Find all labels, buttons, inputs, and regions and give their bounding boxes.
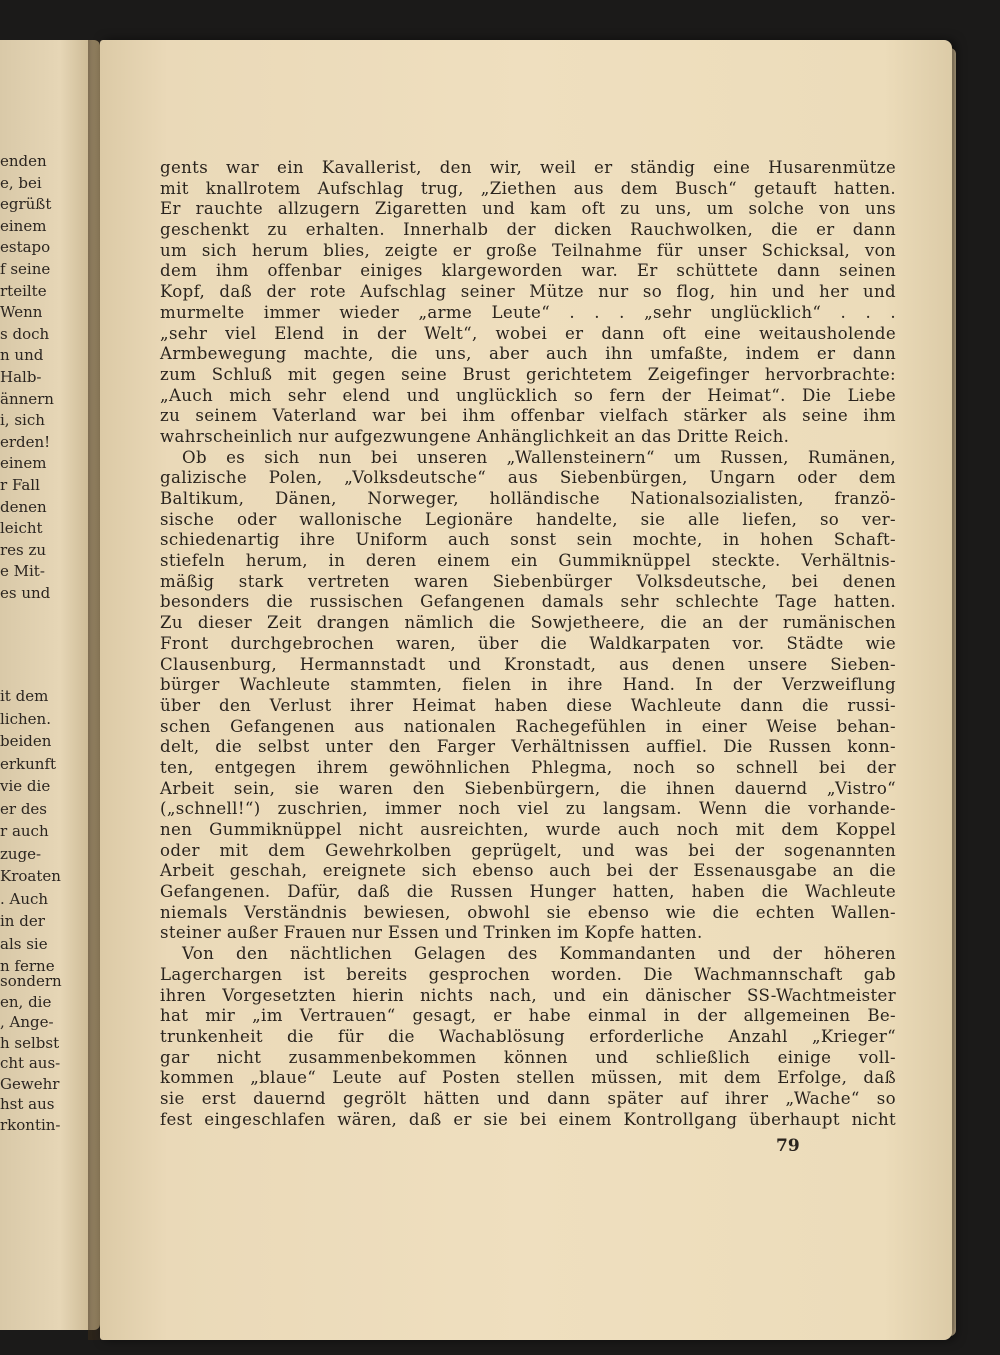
left-page-fragment: leicht	[0, 519, 43, 538]
text-line: sische oder wallonische Legionäre handelte, sie alle liefen, so ver-	[160, 509, 896, 529]
text-line: „sehr viel Elend in der Welt“, wobei er dann oft eine weitausholende	[160, 323, 896, 343]
text-line: Ob es sich nun bei unseren „Wallensteinern“ um Russen, Rumänen,	[182, 447, 896, 467]
text-line: trunkenheit die für die Wachablösung erforderliche Anzahl „Krieger“	[160, 1026, 896, 1046]
text-line: Gefangenen. Dafür, daß die Russen Hunger hatten, haben die Wachleute	[160, 882, 896, 902]
text-line: Zu dieser Zeit drangen nämlich die Sowjetheere, die an der rumänischen	[160, 613, 896, 633]
left-page-fragment: enden	[0, 152, 47, 170]
left-page-fragment: res zu	[0, 540, 47, 559]
left-page-fragment: e Mit-	[0, 562, 45, 581]
left-page-fragment: vie die	[0, 777, 51, 795]
left-page-fragment: einem	[0, 216, 47, 235]
text-line: Arbeit geschah, ereignete sich ebenso auch bei der Essenausgabe an die	[160, 861, 896, 881]
text-line: ten, entgegen ihrem gewöhnlichen Phlegma, noch so schnell bei der	[160, 757, 896, 777]
text-line: delt, die selbst unter den Farger Verhältnissen auffiel. Die Russen konn-	[160, 737, 896, 757]
text-line: galizische Polen, „Volksdeutsche“ aus Siebenbürgen, Ungarn oder dem	[160, 468, 896, 488]
left-page-fragment: denen	[0, 497, 47, 516]
text-line: über den Verlust ihrer Heimat haben diese Wachleute dann die russi-	[160, 695, 896, 715]
left-page-fragment: r Fall	[0, 476, 40, 494]
text-line: schen Gefangenen aus nationalen Rachegefühlen in einer Weise behan-	[160, 716, 896, 736]
text-line: geschenkt zu erhalten. Innerhalb der dicken Rauchwolken, die er dann	[160, 220, 896, 240]
left-page-fragment: als sie	[0, 934, 48, 953]
text-line: gents war ein Kavallerist, den wir, weil er ständig eine Husarenmütze	[160, 158, 896, 177]
text-line: kommen „blaue“ Leute auf Posten stellen müssen, mit dem Erfolge, daß	[160, 1068, 896, 1088]
text-line: besonders die russischen Gefangenen damals sehr schlechte Tage hatten.	[160, 592, 896, 612]
text-line: Kopf, daß der rote Aufschlag seiner Mütze nur so flog, hin und her und	[160, 282, 896, 302]
left-page-fragment: rkontin-	[0, 1115, 61, 1134]
text-line: hat mir „im Vertrauen“ gesagt, er habe einmal in der allgemeinen Be-	[160, 1006, 896, 1026]
text-line: „Auch mich sehr elend und unglücklich so fern der Heimat“. Die Liebe	[160, 385, 896, 405]
left-page-fragment: Gewehr	[0, 1074, 60, 1093]
text-line: sie erst dauernd gegrölt hätten und dann später auf ihrer „Wache“ so	[160, 1088, 896, 1108]
text-line: steiner außer Frauen nur Essen und Trinken im Kopfe hatten.	[160, 923, 703, 943]
left-page-fragment: einem	[0, 454, 47, 473]
text-line: Armbewegung machte, die uns, aber auch ihn umfaßte, indem er dann	[160, 344, 896, 364]
text-line: nen Gummiknüppel nicht ausreichten, wurde auch noch mit dem Koppel	[160, 820, 896, 839]
left-page-fragment: f seine	[0, 260, 51, 278]
left-page-fragment: erkunft	[0, 754, 57, 773]
left-page-fragment: . Auch	[0, 889, 49, 908]
left-page-fragment: er des	[0, 799, 47, 818]
left-page-fragment: Wenn	[0, 303, 43, 322]
text-line: Er rauchte allzugern Zigaretten und kam oft zu uns, um solche von uns	[160, 199, 896, 219]
text-line: mit knallrotem Aufschlag trug, „Ziethen aus dem Busch“ getauft hatten.	[160, 178, 896, 198]
left-page-fragment: h selbst	[0, 1033, 60, 1052]
left-page-fragment: in der	[0, 912, 45, 930]
left-page-fragment: , Ange-	[0, 1013, 54, 1031]
left-page-fragment: beiden	[0, 732, 52, 750]
right-page	[100, 40, 952, 1340]
text-line: Baltikum, Dänen, Norweger, holländische Nationalsozialisten, franzö-	[160, 489, 896, 508]
text-line: Front durchgebrochen waren, über die Waldkarpaten vor. Städte wie	[160, 633, 896, 653]
text-line: Von den nächtlichen Gelagen des Kommandanten und der höheren	[182, 944, 896, 964]
left-page-fragment: Halb-	[0, 368, 42, 386]
left-page-fragment: lichen.	[0, 709, 51, 728]
left-page-fragment: it dem	[0, 687, 49, 705]
left-page-fragment: e, bei	[0, 173, 42, 192]
left-page-fragment: cht aus-	[0, 1054, 61, 1072]
text-line: um sich herum blies, zeigte er große Teilnahme für unser Schicksal, von	[160, 240, 896, 260]
text-line: gar nicht zusammenbekommen können und schließlich einige voll-	[160, 1047, 896, 1067]
left-page-fragment: Kroaten	[0, 867, 61, 885]
text-line: Clausenburg, Hermannstadt und Kronstadt, aus denen unsere Sieben-	[160, 654, 896, 674]
left-page	[0, 40, 100, 1330]
text-line: zum Schluß mit gegen seine Brust gerichtetem Zeigefinger hervorbrachte:	[160, 364, 896, 384]
left-page-fragment: s doch	[0, 324, 50, 343]
left-page-fragment: hst aus	[0, 1095, 55, 1113]
text-line: mäßig stark vertreten waren Siebenbürger Volksdeutsche, bei denen	[160, 571, 896, 591]
text-line: Lagerchargen ist bereits gesprochen worden. Die Wachmannschaft gab	[160, 964, 896, 984]
text-line: zu seinem Vaterland war bei ihm offenbar vielfach stärker als seine ihm	[160, 406, 896, 426]
text-line: („schnell!“) zuschrien, immer noch viel zu langsam. Wenn die vorhande-	[160, 799, 896, 819]
left-page-fragment: n und	[0, 346, 44, 365]
text-line: fest eingeschlafen wären, daß er sie bei einem Kontrollgang überhaupt nicht	[160, 1109, 896, 1129]
left-page-fragment: es und	[0, 584, 51, 602]
text-line: dem ihm offenbar einiges klargeworden war. Er schüttete dann seinen	[160, 261, 896, 281]
left-page-fragment: i, sich	[0, 411, 45, 430]
text-line: schiedenartig ihre Uniform auch sonst sein mochte, in hohen Schaft-	[160, 530, 896, 550]
text-line: wahrscheinlich nur aufgezwungene Anhänglichkeit an das Dritte Reich.	[160, 426, 790, 446]
left-page-fragment: zuge-	[0, 844, 42, 863]
left-page-fragment: ännern	[0, 389, 54, 408]
left-page-fragment: erden!	[0, 432, 51, 451]
left-page-fragment: estapo	[0, 238, 51, 257]
text-line: ihren Vorgesetzten hierin nichts nach, und ein dänischer SS-Wachtmeister	[160, 985, 896, 1005]
text-line: stiefeln herum, in deren einem ein Gummiknüppel steckte. Verhältnis-	[160, 551, 896, 571]
text-line: niemals Verständnis bewiesen, obwohl sie ebenso wie die echten Wallen-	[160, 902, 896, 922]
body-text	[160, 158, 896, 1130]
left-page-fragment: en, die	[0, 992, 52, 1011]
text-line: bürger Wachleute stammten, fielen in ihre Hand. In der Verzweiflung	[160, 675, 896, 695]
left-page-fragment: egrüßt	[0, 195, 52, 214]
left-page-fragment: rteilte	[0, 281, 47, 300]
left-page-fragment: n ferne	[0, 957, 55, 975]
left-page-fragment: sondern	[0, 972, 62, 990]
text-line: murmelte immer wieder „arme Leute“ . . . „sehr unglücklich“ . . .	[160, 302, 896, 322]
page-number: 79	[776, 1136, 800, 1156]
text-line: oder mit dem Gewehrkolben geprügelt, und was bei der sogenannten	[160, 840, 896, 860]
text-line: Arbeit sein, sie waren den Siebenbürgern, die ihnen dauernd „Vistro“	[160, 778, 896, 798]
left-page-fragment: r auch	[0, 822, 49, 840]
